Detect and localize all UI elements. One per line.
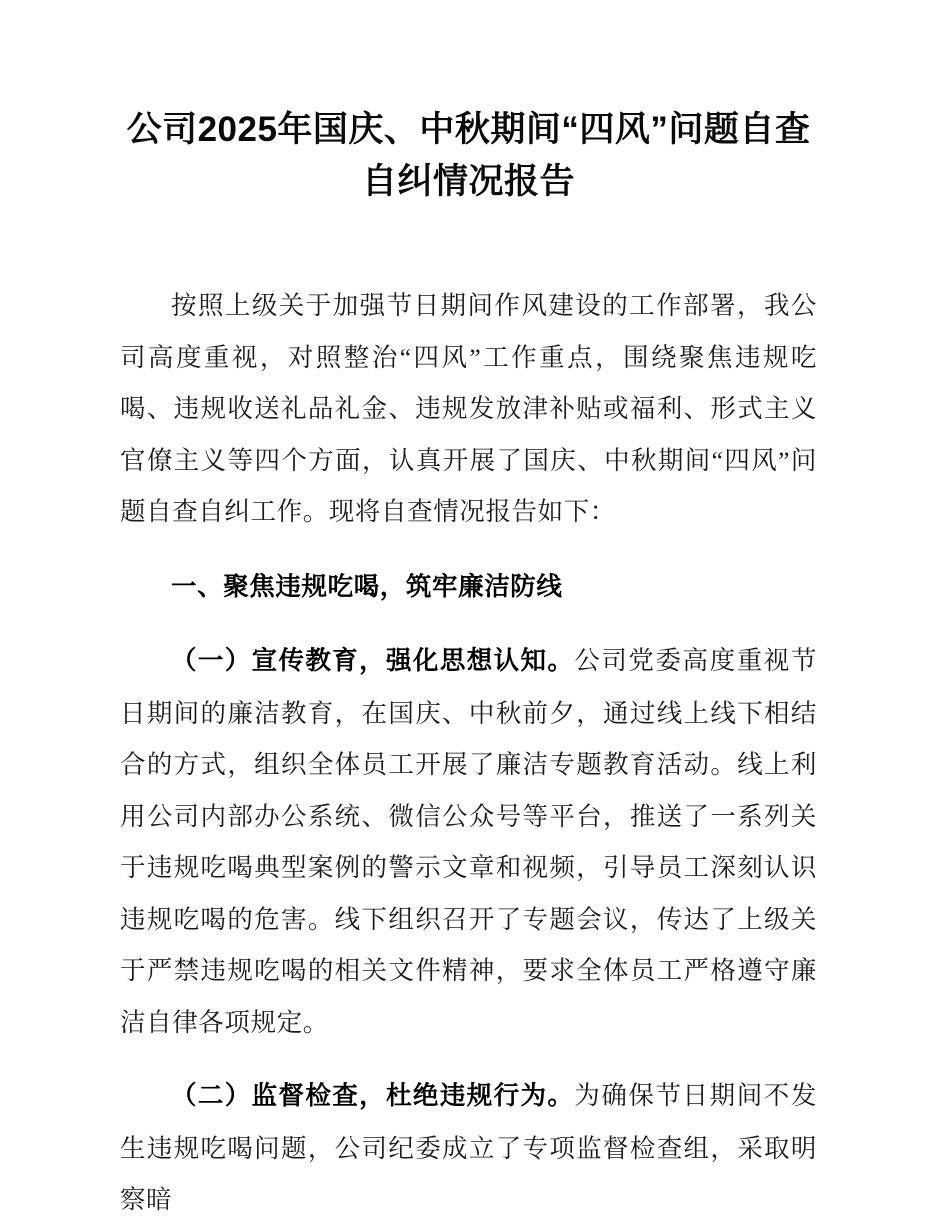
subsection-body-1: 公司党委高度重视节日期间的廉洁教育，在国庆、中秋前夕，通过线上线下相结合的方式，组织全体员工开展了廉洁专题教育活动。线上利用公司内部办公系统、微信公众号等平台，推送了一系列关于违规吃喝典型案例的警示文章和视频，引导员工深刻认识违规吃喝的危害。线下组织召开了专题会议，传达了上级关于严禁违规吃喝的相关文件精神，要求全体员工严格遵守廉洁自律各项规定。: [120, 646, 817, 1037]
document-body: [120, 208, 817, 1226]
subsection-lead-1: （一）宣传教育，强化思想认知。: [171, 647, 575, 675]
paragraph-intro: 按照上级关于加强节日期间作风建设的工作部署，我公司高度重视，对照整治“四风”工作重点，围绕聚焦违规吃喝、违规收送礼品礼金、违规发放津补贴或福利、形式主义官僚主义等四个方面，认真开展了国庆、中秋期间“四风”问题自查自纠工作。现将自查情况报告如下：: [120, 291, 817, 526]
subsection-lead-2: （二）监督检查，杜绝违规行为。: [171, 1082, 575, 1110]
subsection-body-2: 为确保节日期间不发生违规吃喝问题，公司纪委成立了专项监督检查组，采取明察暗: [120, 1081, 817, 1214]
paragraph-subsection-1: [120, 635, 817, 1048]
section-heading-1: 一、聚焦违规吃喝，筑牢廉洁防线: [171, 572, 563, 601]
document-content: [120, 0, 817, 1226]
paragraph-subsection-2: [120, 1070, 817, 1226]
document-title: 公司2025年国庆、中秋期间“四风”问题自查自纠情况报告: [126, 110, 811, 201]
